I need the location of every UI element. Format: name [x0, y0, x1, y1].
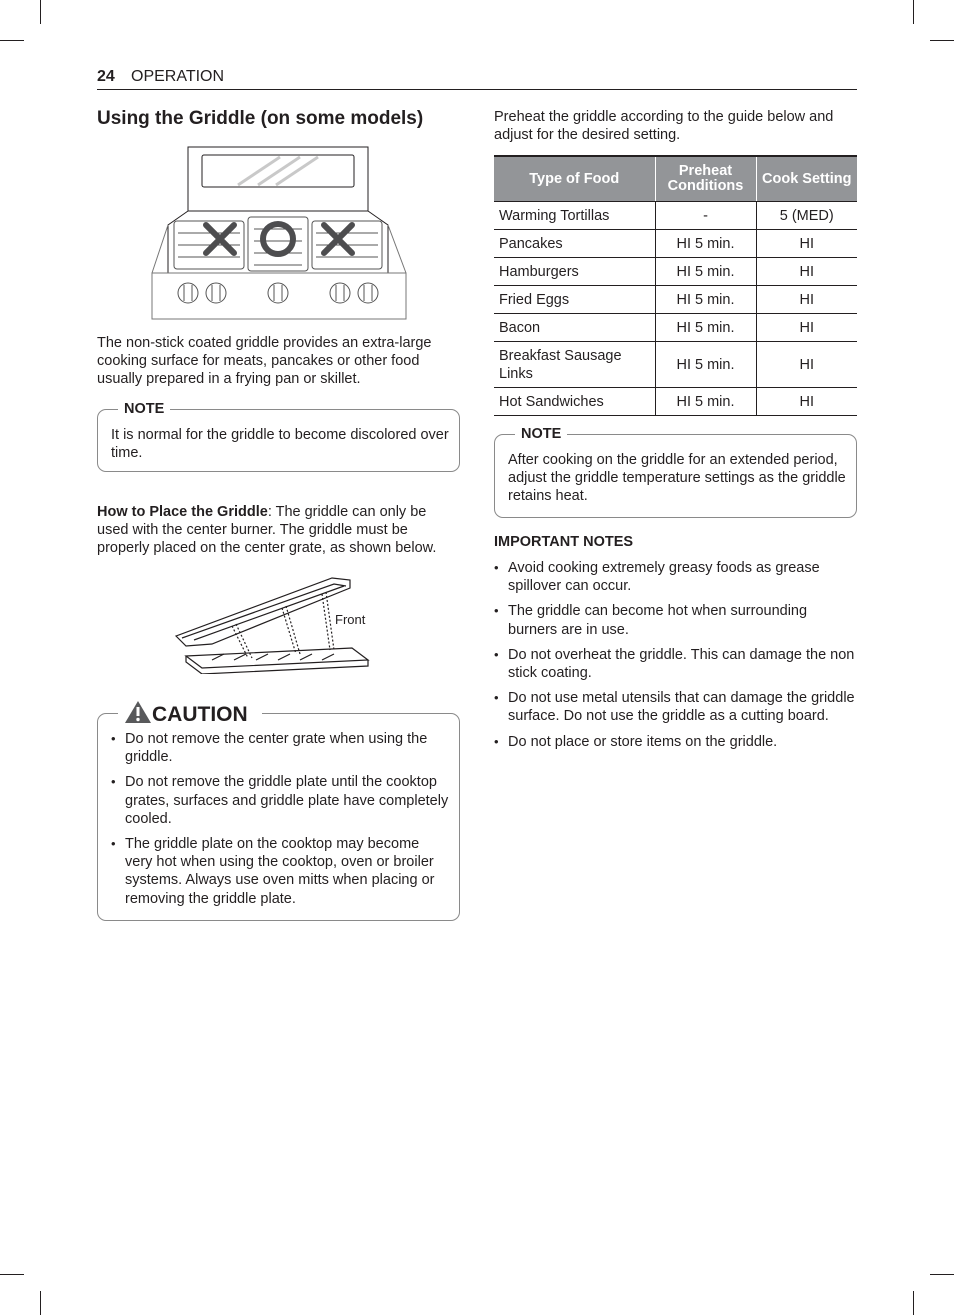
front-label: Front [335, 612, 366, 627]
table-cell: HI 5 min. [655, 258, 756, 286]
note-box [97, 401, 460, 472]
note-text: After cooking on the griddle for an extended period, adjust the griddle temperature settings as the griddle retains heat. [508, 452, 846, 505]
table-cell: HI [756, 314, 857, 342]
table-row [494, 258, 857, 286]
placement-heading: How to Place the Griddle [97, 504, 268, 520]
table-cell: HI [756, 258, 857, 286]
important-notes-list [494, 559, 857, 751]
preheat-intro: Preheat the griddle according to the guide below and adjust for the desired setting. [494, 109, 834, 144]
table-cell: Pancakes [494, 230, 655, 258]
caution-box [97, 703, 460, 921]
table-cell: Warming Tortillas [494, 202, 655, 230]
table-cell: HI 5 min. [655, 342, 756, 388]
table-header: Preheat Conditions [655, 156, 756, 202]
placement-text: : The griddle can only be used with the center burner. The griddle must be properly placed on the center grate, as shown below. [97, 504, 437, 557]
table-cell: HI 5 min. [655, 314, 756, 342]
table-header: Type of Food [494, 156, 655, 202]
table-cell: HI [756, 286, 857, 314]
caution-item: • Do not remove the center grate when using the griddle. [111, 730, 449, 766]
crop-mark [913, 0, 914, 24]
caution-header [118, 700, 262, 728]
intro-paragraph: The non-stick coated griddle provides an extra-large cooking surface for meats, pancakes or other food usually prepared in a frying pan or skillet. [97, 335, 432, 388]
table-cell: HI 5 min. [655, 230, 756, 258]
section-title: OPERATION [131, 68, 225, 85]
crop-mark [930, 1274, 954, 1275]
crop-mark [930, 40, 954, 41]
note-label: NOTE [118, 400, 170, 418]
table-cell: Fried Eggs [494, 286, 655, 314]
table-cell: - [655, 202, 756, 230]
table-cell: Hot Sandwiches [494, 388, 655, 416]
table-cell: HI [756, 230, 857, 258]
table-row [494, 342, 857, 388]
warning-icon [124, 700, 152, 724]
table-row [494, 286, 857, 314]
crop-mark [913, 1291, 914, 1315]
important-notes-title: IMPORTANT NOTES [494, 534, 634, 550]
crop-mark [0, 40, 24, 41]
page-number: 24 [97, 68, 115, 85]
table-cell: HI 5 min. [655, 286, 756, 314]
table-row [494, 230, 857, 258]
placement-paragraph [97, 503, 460, 558]
table-cell: HI 5 min. [655, 388, 756, 416]
important-item: • The griddle can become hot when surrounding burners are in use. [494, 602, 857, 638]
crop-mark [40, 1291, 41, 1315]
important-item: • Do not use metal utensils that can damage the griddle surface. Do not use the griddle as a cutting board. [494, 689, 857, 725]
table-cell: HI [756, 388, 857, 416]
note-box-right [494, 426, 857, 518]
table-header: Cook Setting [756, 156, 857, 202]
important-item: • Do not place or store items on the griddle. [494, 733, 857, 751]
caution-list [111, 730, 449, 908]
table-header-row [494, 156, 857, 202]
griddle-table [494, 155, 857, 416]
table-row [494, 314, 857, 342]
page-title: Using the Griddle (on some models) [97, 108, 424, 129]
crop-mark [40, 0, 41, 24]
note-text: It is normal for the griddle to become discolored over time. [111, 427, 449, 462]
caution-item: • The griddle plate on the cooktop may become very hot when using the cooktop, oven or broiler systems. Always use oven mitts when placing or removing the griddle plate. [111, 835, 449, 908]
table-cell: HI [756, 342, 857, 388]
important-item: • Do not overheat the griddle. This can damage the non stick coating. [494, 646, 857, 682]
table-row [494, 202, 857, 230]
table-cell: Hamburgers [494, 258, 655, 286]
table-row [494, 388, 857, 416]
crop-mark [0, 1274, 24, 1275]
cooktop-illustration [150, 145, 408, 323]
caution-label: CAUTION [152, 703, 248, 726]
table-cell: Breakfast Sausage Links [494, 342, 655, 388]
page-header [97, 67, 857, 90]
caution-item: • Do not remove the griddle plate until the cooktop grates, surfaces and griddle plate have completely cooled. [111, 773, 449, 828]
table-cell: Bacon [494, 314, 655, 342]
note-label: NOTE [515, 425, 567, 443]
table-cell: 5 (MED) [756, 202, 857, 230]
important-item: • Avoid cooking extremely greasy foods as grease spillover can occur. [494, 559, 857, 595]
